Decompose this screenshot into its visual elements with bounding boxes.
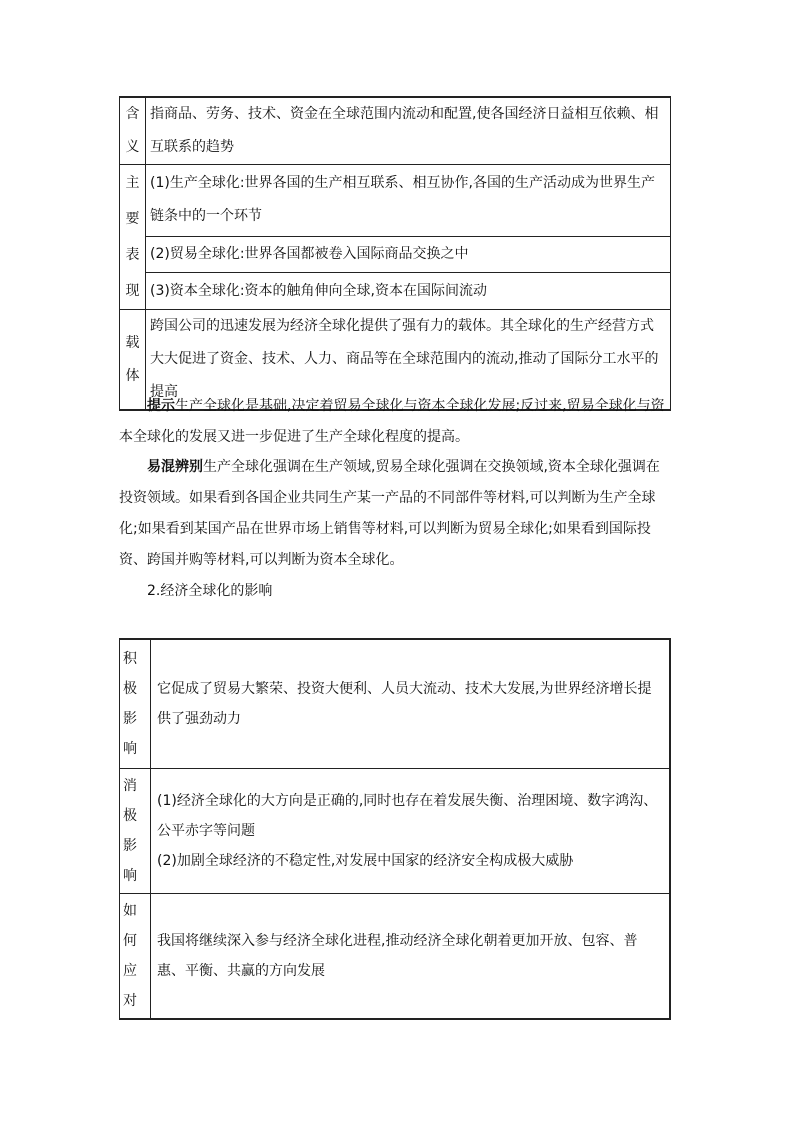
trade-globalization-text: (2)贸易全球化:世界各国都被卷入国际商品交换之中 bbox=[146, 236, 671, 273]
label-char: 对 bbox=[123, 993, 137, 1009]
globalization-definition-table bbox=[119, 96, 671, 411]
table-row-meaning bbox=[120, 97, 671, 165]
table-row-positive bbox=[120, 639, 671, 769]
label-char: 影 bbox=[123, 711, 137, 727]
row-label-response bbox=[120, 894, 151, 1020]
confuse-paragraph bbox=[119, 452, 671, 576]
label-char: 消 bbox=[123, 778, 137, 794]
production-globalization-text: (1)生产全球化:世界各国的生产相互联系、相互协作,各国的生产活动成为世界生产链条中的一个环节 bbox=[146, 165, 671, 237]
hint-text: 生产全球化是基础,决定着贸易全球化与资本全球化发展;反过来,贸易全球化与资本全球化的发展又进一步促进了生产全球化程度的提高。 bbox=[119, 398, 665, 445]
label-char: 影 bbox=[123, 838, 137, 854]
row-label-negative bbox=[120, 769, 151, 894]
label-char: 极 bbox=[123, 681, 137, 697]
label-char: 要 bbox=[125, 211, 140, 227]
label-char: 响 bbox=[123, 741, 137, 757]
response-content: 我国将继续深入参与经济全球化进程,推动经济全球化朝着更加开放、包容、普惠、平衡、共赢的方向发展 bbox=[151, 894, 671, 1020]
row-label-manifestation bbox=[120, 165, 146, 310]
label-char: 响 bbox=[123, 868, 137, 884]
label-char: 表 bbox=[125, 247, 140, 263]
label-char: 积 bbox=[123, 651, 137, 667]
label-char: 体 bbox=[125, 367, 140, 384]
row-label-meaning bbox=[120, 97, 146, 165]
table-row-manifestation-1 bbox=[120, 165, 671, 237]
hint-title: 提示 bbox=[147, 398, 175, 414]
section-heading: 2.经济全球化的影响 bbox=[147, 583, 273, 599]
meaning-content: 指商品、劳务、技术、资金在全球范围内流动和配置,使各国经济日益相互依赖、相互联系的趋势 bbox=[146, 97, 671, 165]
positive-impact-content: 它促成了贸易大繁荣、投资大便利、人员大流动、技术大发展,为世界经济增长提供了强劲动力 bbox=[151, 639, 671, 769]
negative-impact-item: (1)经济全球化的大方向是正确的,同时也存在着发展失衡、治理困境、数字鸿沟、公平赤字等问题 bbox=[157, 793, 658, 839]
label-char: 义 bbox=[125, 139, 140, 155]
label-char: 何 bbox=[123, 933, 137, 949]
label-char: 含 bbox=[125, 106, 140, 122]
negative-impact-content bbox=[151, 769, 671, 894]
hint-paragraph bbox=[119, 391, 671, 453]
confuse-text: 生产全球化强调在生产领域,贸易全球化强调在交换领域,资本全球化强调在投资领域。如果看到各国企业共同生产某一产品的不同部件等材料,可以判断为生产全球化;如果看到某国产品在世界市场上销售等材料,可以判断为贸易全球化;如果看到国际投资、跨国并购等材料,可以判断为资本全球化。 bbox=[119, 459, 660, 568]
label-char: 如 bbox=[123, 903, 137, 919]
carrier-content: 跨国公司的迅速发展为经济全球化提供了强有力的载体。其全球化的生产经营方式大大促进了资金、技术、人力、商品等在全球范围内的流动,推动了国际分工水平的提高 bbox=[146, 310, 671, 411]
label-char: 极 bbox=[123, 808, 137, 824]
table-row-negative bbox=[120, 769, 671, 894]
label-char: 应 bbox=[123, 963, 137, 979]
table-row-response bbox=[120, 894, 671, 1020]
table-row-manifestation-3 bbox=[120, 273, 671, 310]
label-char: 现 bbox=[125, 283, 140, 299]
negative-impact-item: (2)加剧全球经济的不稳定性,对发展中国家的经济安全构成极大威胁 bbox=[157, 853, 574, 869]
label-char: 主 bbox=[125, 175, 140, 191]
table-row-manifestation-2 bbox=[120, 236, 671, 273]
globalization-impact-table bbox=[119, 638, 671, 1020]
confuse-title: 易混辨别 bbox=[147, 459, 203, 475]
label-char: 载 bbox=[125, 334, 140, 351]
capital-globalization-text: (3)资本全球化:资本的触角伸向全球,资本在国际间流动 bbox=[146, 273, 671, 310]
row-label-positive bbox=[120, 639, 151, 769]
